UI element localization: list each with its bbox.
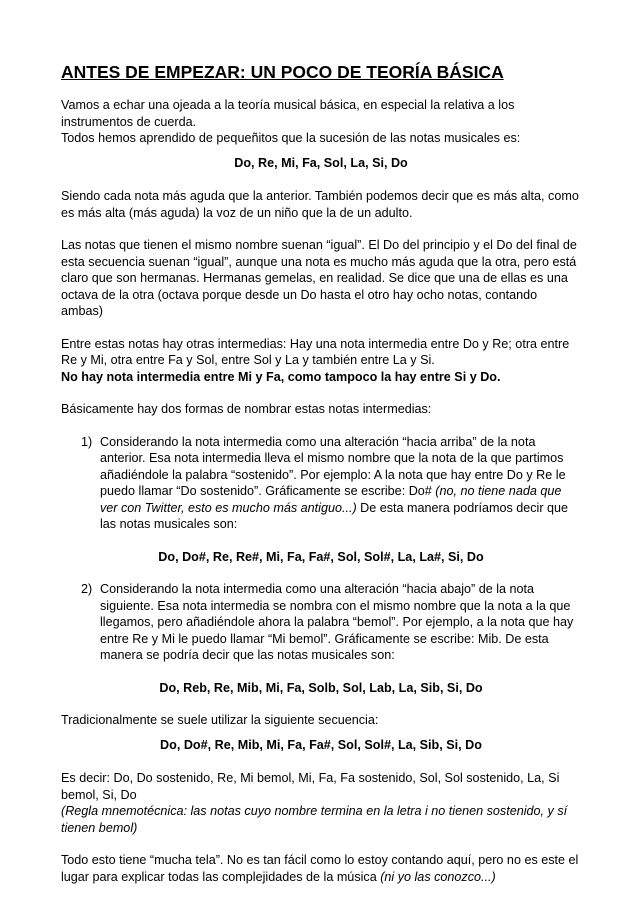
list-number: 2) xyxy=(81,582,93,596)
list-item-text-end: De esta manera podríamos decir que las notas musicales son: xyxy=(100,500,569,531)
closing-text: Todo esto tiene “mucha tela”. No es tan fácil como lo estoy contando aquí, pero no es este el lugar para explicar todas las complejidades de la música xyxy=(61,853,579,884)
document-page xyxy=(61,62,581,901)
page-title: ANTES DE EMPEZAR: UN POCO DE TEORÍA BÁSICA xyxy=(61,62,504,82)
note-sequence-traditional: Do, Do#, Re, Mib, Mi, Fa, Fa#, Sol, Sol#, La, Sib, Si, Do xyxy=(160,737,482,752)
paragraph-closing xyxy=(61,852,581,885)
note-sequence-natural: Do, Re, Mi, Fa, Sol, La, Si, Do xyxy=(234,155,408,170)
paragraph-traditional: Tradicionalmente se suele utilizar la siguiente secuencia: xyxy=(61,713,379,727)
closing-italic: (ni yo las conozco...) xyxy=(380,869,496,884)
paragraph-es-decir xyxy=(61,770,581,836)
naming-methods-list xyxy=(61,434,581,697)
intro-text-2: Todos hemos aprendido de pequeñitos que la sucesión de las notas musicales es: xyxy=(61,131,521,145)
note-sequence-sharps: Do, Do#, Re, Re#, Mi, Fa, Fa#, Sol, Sol#, La, La#, Si, Do xyxy=(158,549,484,564)
list-number: 1) xyxy=(81,434,93,449)
intermediate-bold-text: No hay nota intermedia entre Mi y Fa, como tampoco la hay entre Si y Do. xyxy=(61,369,501,384)
paragraph-pitch: Siendo cada nota más aguda que la anterior. También podemos decir que es más alta, como es más alta (más aguda) la voz de un niño que la de un adulto. xyxy=(61,189,579,220)
paragraph-intermediate xyxy=(61,336,581,386)
mnemonic-rule: (Regla mnemotécnica: las notas cuyo nombre termina en la letra i no tienen sostenido, y sí tienen bemol) xyxy=(61,804,568,835)
intermediate-text: Entre estas notas hay otras intermedias: Hay una nota intermedia entre Do y Re; otra entre Re y Mi, otra entre Fa y Sol, entre Sol y La y también entre La y Si. xyxy=(61,336,570,367)
list-item-text: Considerando la nota intermedia como una alteración “hacia arriba” de la nota anterior. Esa nota intermedia lleva el mismo nombre que la nota de la que partimos añadiéndole la palabra “sostenido”. Por ejemplo: A la nota que hay entre Do y Re le puedo llamar “Do sostenido”. Gráficamente se escribe: Do# xyxy=(100,434,566,498)
list-item-italic: (no, no tiene nada que ver con Twitter, esto es mucho más antiguo...) xyxy=(100,484,562,515)
intro-text: Vamos a echar una ojeada a la teoría musical básica, en especial la relativa a los instrumentos de cuerda. xyxy=(61,98,515,129)
es-decir-text: Es decir: Do, Do sostenido, Re, Mi bemol, Mi, Fa, Fa sostenido, Sol, Sol sostenido, La, Si bemol, Si, Do xyxy=(61,771,560,802)
list-item-text: Considerando la nota intermedia como una alteración “hacia abajo” de la nota siguiente. Esa nota intermedia se nombra con el mismo nombre que la nota a la que llegamos, pero añadiéndole ahora la palabra “bemol”. Por ejemplo, a la nota que hay entre Re y Mi le puedo llamar “Mi bemol”. Gráficamente se escribe: Mib. De esta manera se podría decir que las notas musicales son: xyxy=(100,582,574,662)
list-item xyxy=(61,434,581,566)
paragraph-two-ways: Básicamente hay dos formas de nombrar estas notas intermedias: xyxy=(61,402,432,416)
paragraph-octave: Las notas que tienen el mismo nombre suenan “igual”. El Do del principio y el Do del final de esta secuencia suenan “igual”, aunque una nota es mucho más aguda que la otra, pero está claro que son hermanas. Hermanas gemelas, en realidad. Se dice que una de ellas es una octava de la otra (octava porque desde un Do hasta el otro hay ocho notas, contando ambas) xyxy=(61,238,577,318)
note-sequence-flats: Do, Reb, Re, Mib, Mi, Fa, Solb, Sol, Lab, La, Sib, Si, Do xyxy=(159,680,483,695)
list-item xyxy=(61,581,581,696)
intro-paragraph xyxy=(61,97,581,147)
